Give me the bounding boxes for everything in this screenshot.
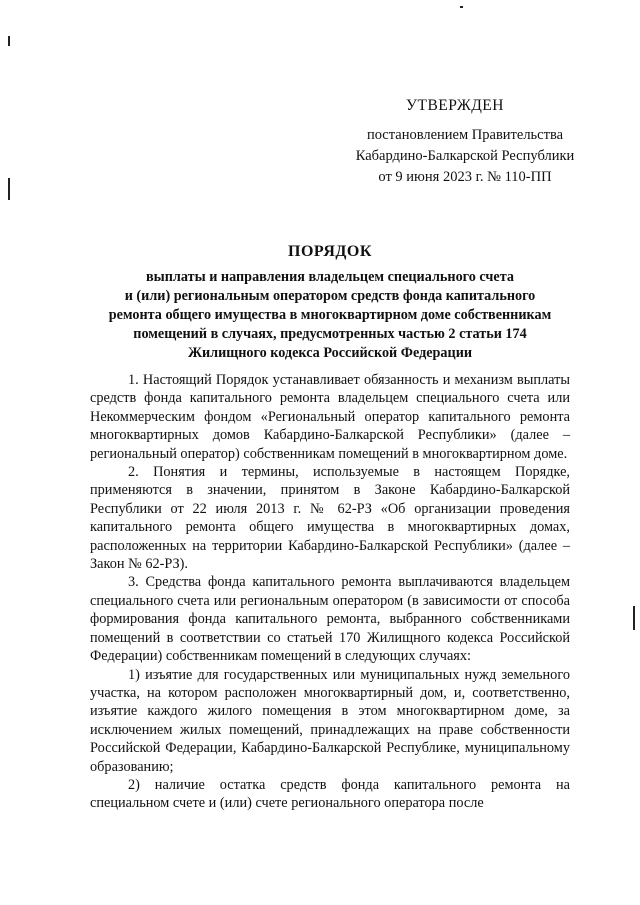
- subtitle-line-4: помещений в случаях, предусмотренных частью 2 статьи 174: [133, 326, 527, 342]
- subtitle-line-3: ремонта общего имущества в многоквартирном доме собственникам: [108, 307, 552, 323]
- approval-block: [340, 96, 590, 188]
- document-subtitle: [80, 268, 580, 363]
- paragraph-2: 2. Понятия и термины, используемые в настоящем Порядке, применяются в значении, принятом в Законе Кабардино-Балкарской Республики от 22 июля 2013 г. № 62-РЗ «Об организации проведения капитального ремонта общего имущества в многоквартирных домах, расположенных на территории Кабардино-Балкарской Республики» (далее – Закон № 62-РЗ).: [90, 464, 570, 573]
- subtitle-line-5: Жилищного кодекса Российской Федерации: [187, 345, 473, 361]
- approval-line-1: постановлением Правительства: [366, 127, 564, 143]
- paragraph-3: 3. Средства фонда капитального ремонта выплачиваются владельцем специального счета или региональным оператором (в зависимости от способа формирования фонда капитального ремонта, выбранного собственниками помещений в соответствии со статьей 170 Жилищного кодекса Российской Федерации) собственникам помещений в следующих случаях:: [90, 574, 570, 665]
- subitem-2: 2) наличие остатка средств фонда капитального ремонта на специальном счете и (или) счете регионального оператора после: [90, 776, 570, 812]
- subitem-1: 1) изъятие для государственных или муниципальных нужд земельного участка, на котором расположен многоквартирный дом, и, соответственно, изъятие каждого жилого помещения в этом многоквартирном доме, за исключением жилых помещений, принадлежащих на праве собственности Российской Федерации, Кабардино-Балкарской Республике, муниципальному образованию;: [90, 666, 570, 775]
- approval-heading: УТВЕРЖДЕН: [406, 97, 504, 114]
- scan-mark-right: [633, 606, 635, 630]
- approval-line-2: Кабардино-Балкарской Республики: [355, 148, 575, 164]
- paragraph-1: 1. Настоящий Порядок устанавливает обязанность и механизм выплаты средств фонда капитального ремонта владельцем специального счета или Некоммерческим фондом «Региональный оператор капитального ремонта многоквартирных домов Кабардино-Балкарской Республики» (далее – региональный оператор) собственникам помещений в многоквартирном доме.: [90, 372, 570, 462]
- subtitle-line-1: выплаты и направления владельцем специального счета: [146, 269, 514, 285]
- scan-mark-top: [8, 36, 10, 46]
- scan-mark-top-dot: [460, 6, 463, 8]
- document-body: [90, 371, 570, 813]
- subtitle-line-2: и (или) региональным оператором средств фонда капитального: [124, 288, 536, 304]
- document-title: ПОРЯДОК: [288, 243, 372, 260]
- approval-line-3: от 9 июня 2023 г. № 110-ПП: [378, 169, 552, 185]
- scan-mark-middle: [8, 178, 10, 200]
